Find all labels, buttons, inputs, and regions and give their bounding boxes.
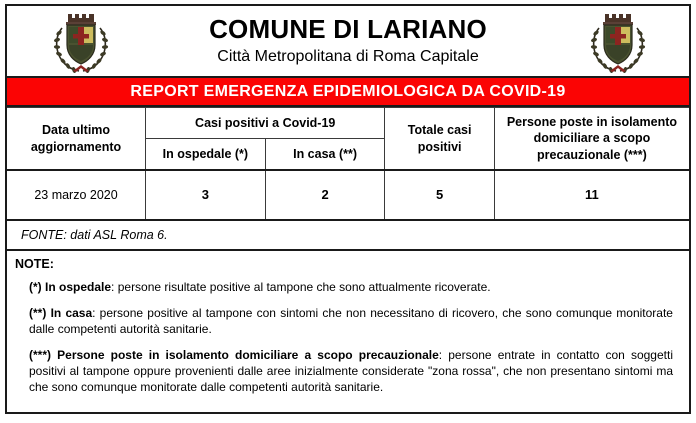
- note-body: : persone risultate positive al tampone che sono attualmente ricoverate.: [111, 280, 491, 294]
- header-date: Data ultimo aggiornamento: [6, 108, 146, 171]
- coat-of-arms-icon-right: [589, 8, 647, 74]
- header-quarantine: Persone poste in isolamento domiciliare a scopo precauzionale (***): [494, 108, 690, 171]
- notes-box: [5, 251, 691, 414]
- note-term: Persone poste in isolamento domiciliare a scopo precauzionale: [57, 348, 439, 363]
- cell-date: 23 marzo 2020: [6, 170, 146, 220]
- header-titles: [209, 16, 487, 65]
- header-total-cases: Totale casi positivi: [385, 108, 494, 171]
- source-text: FONTE: dati ASL Roma 6.: [21, 228, 168, 242]
- table-row: [6, 170, 690, 220]
- note-marker: (***): [29, 348, 52, 363]
- page-subtitle: Città Metropolitana di Roma Capitale: [217, 47, 479, 65]
- coat-of-arms-icon-left: [52, 8, 110, 74]
- page-title: COMUNE DI LARIANO: [209, 14, 487, 45]
- report-banner: [5, 76, 691, 107]
- note-quarantine: [29, 347, 673, 395]
- banner-title: REPORT EMERGENZA EPIDEMIOLOGICA DA COVID-19: [130, 82, 566, 100]
- header-in-hospital: In ospedale (*): [146, 139, 266, 171]
- cell-total-cases: 5: [385, 170, 494, 220]
- note-marker: (*): [29, 280, 42, 294]
- source-box: [5, 221, 691, 251]
- header-at-home: In casa (**): [265, 139, 385, 171]
- covid-report-table: [5, 107, 691, 221]
- header-positive-cases-group: Casi positivi a Covid-19: [146, 108, 385, 139]
- header-band: [5, 4, 691, 76]
- note-in-hospital: [29, 279, 673, 295]
- cell-in-hospital: 3: [146, 170, 266, 220]
- note-body: : persone positive al tampone con sintomi che non necessitano di ricovero, che sono comunque monitorate dalle competenti autorità sanitarie.: [29, 306, 673, 337]
- note-marker: (**): [29, 306, 47, 321]
- note-at-home: [29, 305, 673, 337]
- table-header-row-1: [6, 108, 690, 139]
- cell-quarantine: 11: [494, 170, 690, 220]
- note-body: : persone entrate in contatto con soggetti positivi al tampone oppure provenienti dalle aree inizialmente considerate "zona rossa", che non presentano sintomi ma che sono comunque monitorate dalle competenti autorità sanitarie.: [29, 348, 673, 395]
- note-term: In casa: [50, 306, 93, 321]
- note-term: In ospedale: [45, 280, 112, 294]
- notes-title: NOTE:: [15, 257, 54, 271]
- cell-at-home: 2: [265, 170, 385, 220]
